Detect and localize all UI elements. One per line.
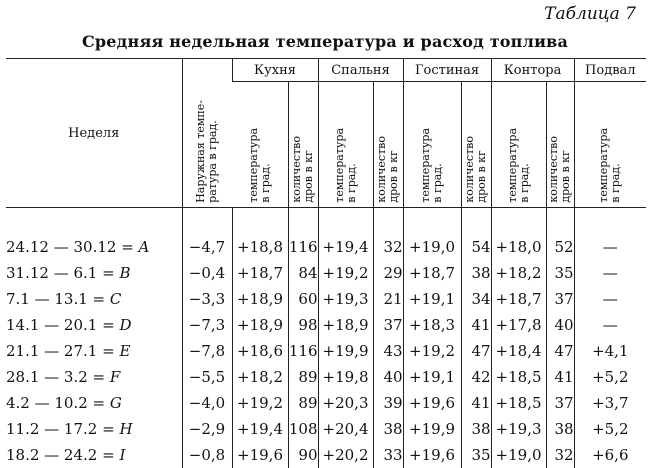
cell-cellar-t: — xyxy=(574,312,646,338)
cell-kitchen-w: 116 xyxy=(288,338,318,364)
cell-office-t: +18,0 xyxy=(491,208,546,261)
period-code: A xyxy=(138,238,150,256)
cell-bedroom-t: +20,2 xyxy=(318,442,373,468)
cell-living-t: +19,1 xyxy=(403,286,461,312)
group-header-bedroom: Спальня xyxy=(318,59,403,82)
cell-living-w: 34 xyxy=(461,286,491,312)
cell-cellar-t: — xyxy=(574,260,646,286)
cell-kitchen-t: +18,9 xyxy=(232,286,288,312)
table-title: Средняя недельная температура и расход топлива xyxy=(81,32,569,51)
temp-subheader: температура в град. xyxy=(491,82,546,208)
cell-living-t: +19,6 xyxy=(403,442,461,468)
temp-subheader: температура в град. xyxy=(318,82,373,208)
group-header-office: Контора xyxy=(491,59,574,82)
table-row xyxy=(6,312,646,338)
group-header-cellar: Подвал xyxy=(574,59,646,82)
cell-outdoor: −7,3 xyxy=(182,312,232,338)
cell-kitchen-w: 90 xyxy=(288,442,318,468)
table-row xyxy=(6,260,646,286)
period-cell: 11.2 — 17.2 = H xyxy=(6,420,133,438)
cell-bedroom-t: +19,8 xyxy=(318,364,373,390)
cell-bedroom-w: 38 xyxy=(373,416,403,442)
period-code: H xyxy=(119,420,133,438)
cell-office-w: 32 xyxy=(546,442,574,468)
table-row xyxy=(6,442,646,468)
cell-kitchen-w: 116 xyxy=(288,208,318,261)
group-header-living: Гостиная xyxy=(403,59,491,82)
cell-living-t: +18,7 xyxy=(403,260,461,286)
cell-bedroom-t: +19,3 xyxy=(318,286,373,312)
period-code: C xyxy=(109,290,122,308)
cell-cellar-t: — xyxy=(574,208,646,261)
cell-office-w: 37 xyxy=(546,286,574,312)
table-row xyxy=(6,416,646,442)
table-row xyxy=(6,338,646,364)
temp-subheader: температура в град. xyxy=(403,82,461,208)
cell-living-w: 38 xyxy=(461,416,491,442)
cell-office-w: 38 xyxy=(546,416,574,442)
period-cell: 18.2 — 24.2 = I xyxy=(6,446,126,464)
cell-living-w: 41 xyxy=(461,390,491,416)
group-header-kitchen: Кухня xyxy=(232,59,318,82)
cell-office-t: +19,3 xyxy=(491,416,546,442)
table-row xyxy=(6,286,646,312)
table-row xyxy=(6,390,646,416)
cell-living-w: 38 xyxy=(461,260,491,286)
cell-bedroom-t: +20,3 xyxy=(318,390,373,416)
cell-office-t: +17,8 xyxy=(491,312,546,338)
cell-kitchen-w: 108 xyxy=(288,416,318,442)
week-header: Неделя xyxy=(6,59,182,208)
period-cell: 31.12 — 6.1 = B xyxy=(6,264,131,282)
data-table xyxy=(6,58,646,468)
wood-subheader: количество дров в кг xyxy=(461,82,491,208)
period-code: G xyxy=(109,394,122,412)
cell-cellar-t: — xyxy=(574,286,646,312)
table-label: Таблица 7 xyxy=(544,4,636,24)
cell-office-w: 40 xyxy=(546,312,574,338)
cell-living-w: 35 xyxy=(461,442,491,468)
wood-subheader: количество дров в кг xyxy=(288,82,318,208)
period-cell: 4.2 — 10.2 = G xyxy=(6,394,122,412)
cell-cellar-t: +6,6 xyxy=(574,442,646,468)
cell-outdoor: −2,9 xyxy=(182,416,232,442)
cell-outdoor: −4,7 xyxy=(182,208,232,261)
outdoor-temp-header: Наружная темпе- ратура в град. xyxy=(182,59,232,208)
cell-outdoor: −5,5 xyxy=(182,364,232,390)
cell-kitchen-w: 84 xyxy=(288,260,318,286)
cell-office-t: +18,5 xyxy=(491,390,546,416)
period-code: D xyxy=(119,316,132,334)
cell-cellar-t: +5,2 xyxy=(574,364,646,390)
cell-kitchen-t: +18,6 xyxy=(232,338,288,364)
cell-office-t: +18,7 xyxy=(491,286,546,312)
cell-office-w: 37 xyxy=(546,390,574,416)
cell-bedroom-w: 37 xyxy=(373,312,403,338)
cell-living-w: 54 xyxy=(461,208,491,261)
cell-kitchen-w: 60 xyxy=(288,286,318,312)
wood-subheader: количество дров в кг xyxy=(546,82,574,208)
period-cell: 7.1 — 13.1 = C xyxy=(6,290,122,308)
cell-office-t: +18,2 xyxy=(491,260,546,286)
period-code: F xyxy=(109,368,121,386)
cell-kitchen-w: 89 xyxy=(288,364,318,390)
cell-outdoor: −7,8 xyxy=(182,338,232,364)
cell-cellar-t: +4,1 xyxy=(574,338,646,364)
cell-office-w: 47 xyxy=(546,338,574,364)
period-cell: 21.1 — 27.1 = E xyxy=(6,342,131,360)
cell-office-t: +18,4 xyxy=(491,338,546,364)
cell-bedroom-t: +18,9 xyxy=(318,312,373,338)
cell-bedroom-w: 43 xyxy=(373,338,403,364)
period-cell: 14.1 — 20.1 = D xyxy=(6,316,132,334)
table-row xyxy=(6,364,646,390)
cell-living-w: 42 xyxy=(461,364,491,390)
cell-office-w: 52 xyxy=(546,208,574,261)
cell-living-w: 41 xyxy=(461,312,491,338)
period-code: E xyxy=(119,342,131,360)
cell-kitchen-t: +19,4 xyxy=(232,416,288,442)
cell-office-t: +19,0 xyxy=(491,442,546,468)
cell-living-w: 47 xyxy=(461,338,491,364)
cell-bedroom-w: 29 xyxy=(373,260,403,286)
cell-bedroom-w: 33 xyxy=(373,442,403,468)
cell-kitchen-w: 98 xyxy=(288,312,318,338)
cell-bedroom-t: +20,4 xyxy=(318,416,373,442)
cell-office-w: 41 xyxy=(546,364,574,390)
cell-cellar-t: +5,2 xyxy=(574,416,646,442)
cell-outdoor: −3,3 xyxy=(182,286,232,312)
cell-kitchen-t: +18,7 xyxy=(232,260,288,286)
cell-bedroom-w: 39 xyxy=(373,390,403,416)
temp-subheader: температура в град. xyxy=(232,82,288,208)
cell-outdoor: −0,4 xyxy=(182,260,232,286)
period-code: B xyxy=(119,264,131,282)
cell-living-t: +19,9 xyxy=(403,416,461,442)
cell-living-t: +19,0 xyxy=(403,208,461,261)
period-cell: 28.1 — 3.2 = F xyxy=(6,368,121,386)
cell-office-t: +18,5 xyxy=(491,364,546,390)
cell-kitchen-t: +18,9 xyxy=(232,312,288,338)
cell-kitchen-t: +19,6 xyxy=(232,442,288,468)
cell-outdoor: −0,8 xyxy=(182,442,232,468)
temp-subheader: температура в град. xyxy=(574,82,646,208)
cell-bedroom-w: 40 xyxy=(373,364,403,390)
cell-kitchen-t: +18,2 xyxy=(232,364,288,390)
cell-living-t: +19,6 xyxy=(403,390,461,416)
cell-outdoor: −4,0 xyxy=(182,390,232,416)
cell-kitchen-t: +18,8 xyxy=(232,208,288,261)
cell-kitchen-t: +19,2 xyxy=(232,390,288,416)
period-cell: 24.12 — 30.12 = A xyxy=(6,238,150,256)
cell-bedroom-w: 32 xyxy=(373,208,403,261)
cell-office-w: 35 xyxy=(546,260,574,286)
cell-bedroom-t: +19,2 xyxy=(318,260,373,286)
cell-bedroom-w: 21 xyxy=(373,286,403,312)
cell-kitchen-w: 89 xyxy=(288,390,318,416)
cell-living-t: +19,1 xyxy=(403,364,461,390)
cell-bedroom-t: +19,4 xyxy=(318,208,373,261)
cell-cellar-t: +3,7 xyxy=(574,390,646,416)
cell-living-t: +19,2 xyxy=(403,338,461,364)
table-row xyxy=(6,208,646,261)
cell-living-t: +18,3 xyxy=(403,312,461,338)
period-code: I xyxy=(119,446,126,464)
cell-bedroom-t: +19,9 xyxy=(318,338,373,364)
wood-subheader: количество дров в кг xyxy=(373,82,403,208)
